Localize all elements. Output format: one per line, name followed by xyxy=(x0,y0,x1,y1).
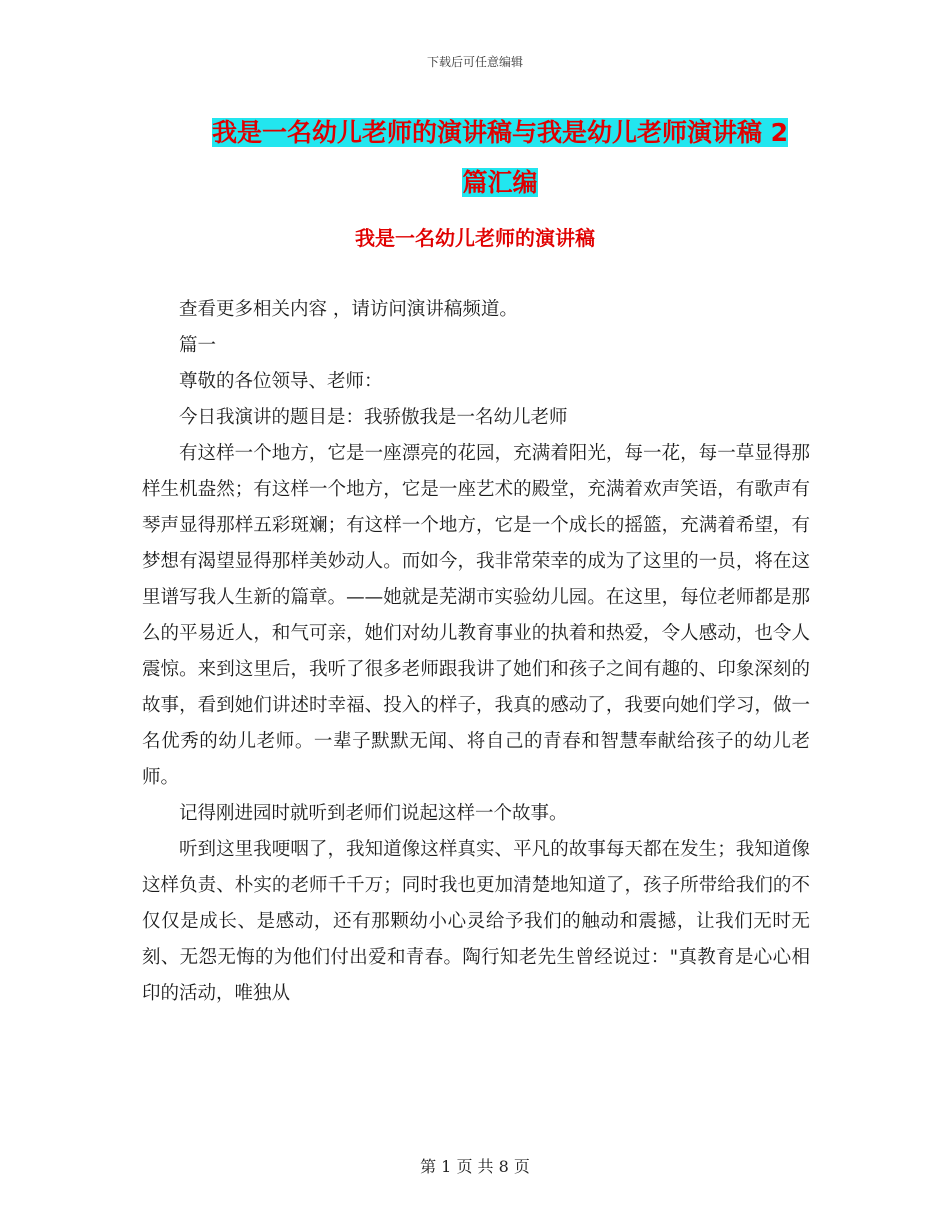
document-title xyxy=(180,108,820,208)
paragraph: 听到这里我哽咽了，我知道像这样真实、平凡的故事每天都在发生；我知道像这样负责、朴实的老师千千万；同时我也更加清楚地知道了，孩子所带给我们的不仅仅是成长、是感动，还有那颗幼小心灵给予我们的触动和震撼，让我们无时无刻、无怨无悔的为他们付出爱和青春。陶行知老先生曾经说过："真教育是心心相印的活动，唯独从 xyxy=(142,839,810,1004)
document-title-line2: 篇汇编 xyxy=(462,168,538,197)
paragraph: 查看更多相关内容 ，请访问演讲稿频道。 xyxy=(179,299,518,320)
paragraph: 篇一 xyxy=(179,335,217,356)
header-note: 下载后可任意编辑 xyxy=(426,55,523,69)
document-title-line1: 我是一名幼儿老师的演讲稿与我是幼儿老师演讲稿 2 xyxy=(211,118,789,147)
section-title: 我是一名幼儿老师的演讲稿 xyxy=(355,226,595,250)
paragraph: 有这样一个地方，它是一座漂亮的花园，充满着阳光，每一花，每一草显得那样生机盎然；有这样一个地方，它是一座艺术的殿堂，充满着欢声笑语，有歌声有琴声显得那样五彩斑斓；有这样一个地方，它是一个成长的摇篮，充满着希望，有梦想有渴望显得那样美妙动人。而如今，我非常荣幸的成为了这里的一员，将在这里谱写我人生新的篇章。——她就是芜湖市实验幼儿园。在这里，每位老师都是那么的平易近人，和气可亲，她们对幼儿教育事业的执着和热爱，令人感动，也令人震惊。来到这里后，我听了很多老师跟我讲了她们和孩子之间有趣的、印象深刻的故事，看到她们讲述时幸福、投入的样子，我真的感动了，我要向她们学习，做一名优秀的幼儿老师。一辈子默默无闻、将自己的青春和智慧奉献给孩子的幼儿老师。 xyxy=(142,443,810,788)
paragraph: 今日我演讲的题目是：我骄傲我是一名幼儿老师 xyxy=(179,407,568,428)
page-footer: 第 1 页 共 8 页 xyxy=(420,1157,530,1176)
paragraph: 尊敬的各位领导、老师： xyxy=(179,371,383,392)
body-text xyxy=(142,292,810,1012)
paragraph: 记得刚进园时就听到老师们说起这样一个故事。 xyxy=(179,803,568,824)
